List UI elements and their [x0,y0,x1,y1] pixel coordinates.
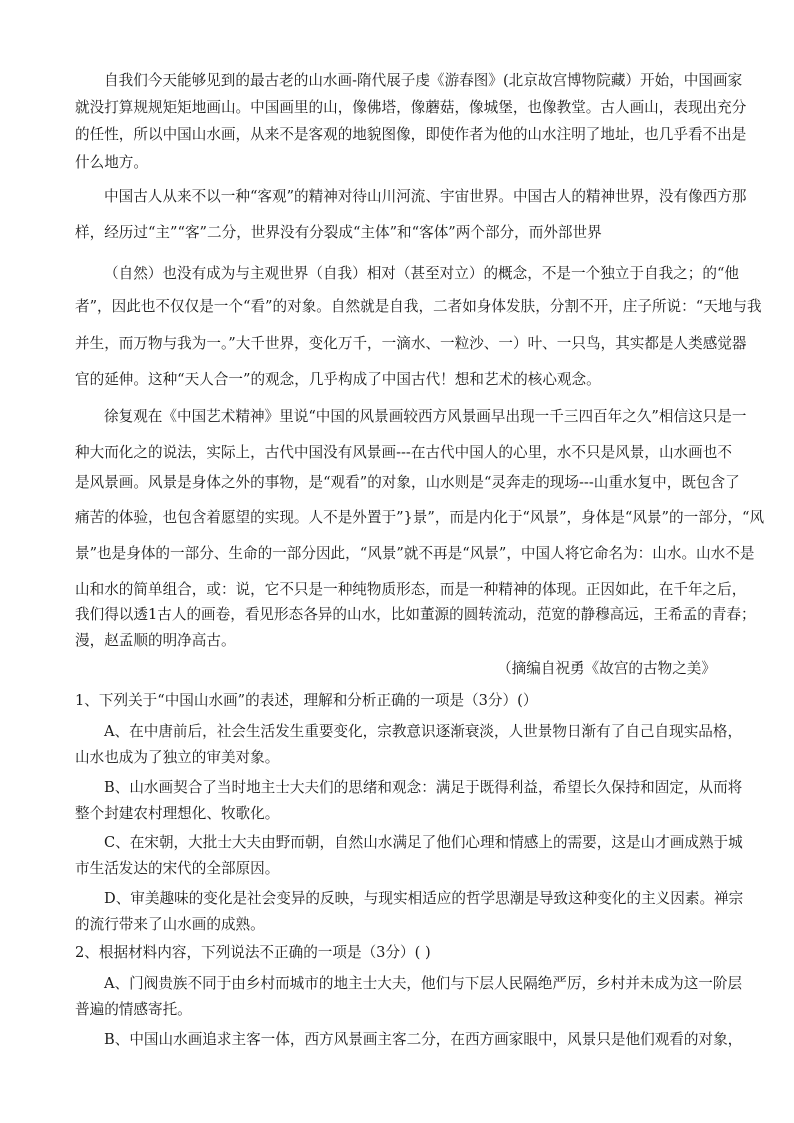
option-line: 普遍的情感寄托。 [75,1001,192,1018]
option-line: C、在宋朝，大批士大夫由野而朝，自然山水满足了他们心理和情感上的需要，这是山才画成熟于城 [104,834,743,851]
source-citation: （摘编自祝勇《故宫的古物之美》 [497,660,716,677]
option-line: 山水也成为了独立的审美对象。 [75,749,280,766]
paragraph-line: 山和水的简单组合，或：说，它不只是一种纯物质形态，而是一种精神的体现。正因如此，在千年之后， [75,581,747,598]
paragraph-line: 徐复观在《中国艺术精神》里说“中国的风景画较西方风景画早出现一千三四百年之久”相信这只是一 [104,408,747,425]
paragraph-line: 的任性，所以中国山水画，从来不是客观的地貌图像，即使作者为他的山水注明了地址，也几乎看不出是 [75,126,747,143]
option-line: B、中国山水画追求主客一体，西方风景画主客二分，在西方画家眼中，风景只是他们观看的对象， [104,1031,743,1048]
paragraph-line: 种大而化之的说法，实际上，古代中国没有风景画---在古代中国人的心里，水不只是风景，山水画也不 [75,444,732,461]
paragraph-line: 痛苦的体验，也包含着愿望的实现。人不是外置于”}景”，而是内化于“风景”，身体是“风景”的一部分，“风 [75,509,765,526]
question-stem: 1、下列关于“中国山水画”的表述，理解和分析正确的一项是（3分）(） [75,692,538,709]
paragraph-line: 景”也是身体的一部分、生命的一部分因此，“风景”就不再是“风景”，中国人将它命名为：山水。山水不是 [75,545,755,562]
paragraph-line: 什么地方。 [75,154,148,171]
option-line: 市生活发达的宋代的全部原因。 [75,860,280,877]
option-line: 的流行带来了山水画的成熟。 [75,916,265,933]
option-line: 整个封建农村理想化、牧歌化。 [75,805,280,822]
paragraph-line: 是风景画。风景是身体之外的事物，是“观看”的对象，山水则是“灵奔走的现场---山重水复中，既包含了 [75,474,740,491]
option-line: B、山水画契合了当时地主士大夫们的思绪和观念：满足于既得利益，希望长久保持和固定，从而将 [104,779,743,796]
option-line: D、审美趣味的变化是社会变异的反映，与现实相适应的哲学思潮是导致这种变化的主义因素。禅宗 [104,890,744,907]
paragraph-line: 者”，因此也不仅仅是一个“看”的对象。自然就是自我，二者如身体发肤，分割不开，庄子所说：“天地与我 [75,298,762,315]
paragraph-line: 官的延伸。这种“天人合一”的观念，几乎构成了中国古代！想和艺术的核心观念。 [75,371,601,388]
option-line: A、门阀贵族不同于由乡村而城市的地主士大夫，他们与下层人民隔绝严厉，乡村并未成为这一阶层 [104,975,743,992]
paragraph-line: 我们得以透1古人的画卷，看见形态各异的山水，比如董源的圆转流动，范宽的静穆高远，王希孟的青春； [75,606,756,623]
paragraph-line: 漫，赵孟顺的明净高古。 [75,632,236,649]
option-line: A、在中唐前后，社会生活发生重要变化，宗教意识逐渐衰淡，人世景物日渐有了自己自现实品格， [104,723,743,740]
paragraph-line: 并生，而万物与我为一。”大千世界，变化万千，一滴水、一粒沙、一）叶、一只鸟，其实都是人类感觉器 [75,335,747,352]
paragraph-line: 就没打算规规矩矩地画山。中国画里的山，像佛塔，像蘑菇，像城堡，也像教堂。古人画山，表现出充分 [75,99,747,116]
paragraph-line: 中国古人从来不以一种“客观”的精神对待山川河流、宇宙世界。中国古人的精神世界，没有像西方那 [104,188,747,205]
paragraph-line: 样，经历过“主”“客”二分，世界没有分裂成“主体”和“客体”两个部分，而外部世界 [75,224,602,241]
paragraph-line: 自我们今天能够见到的最古老的山水画-隋代展子虔《游春图》(北京故宫博物院藏）开始，中国画家 [104,72,743,89]
question-stem: 2、根据材料内容，下列说法不正确的一项是（3分）( ) [75,944,431,961]
paragraph-line: （自然）也没有成为与主观世界（自我）相对（甚至对立）的概念，不是一个独立于自我之；的“他 [104,265,739,282]
